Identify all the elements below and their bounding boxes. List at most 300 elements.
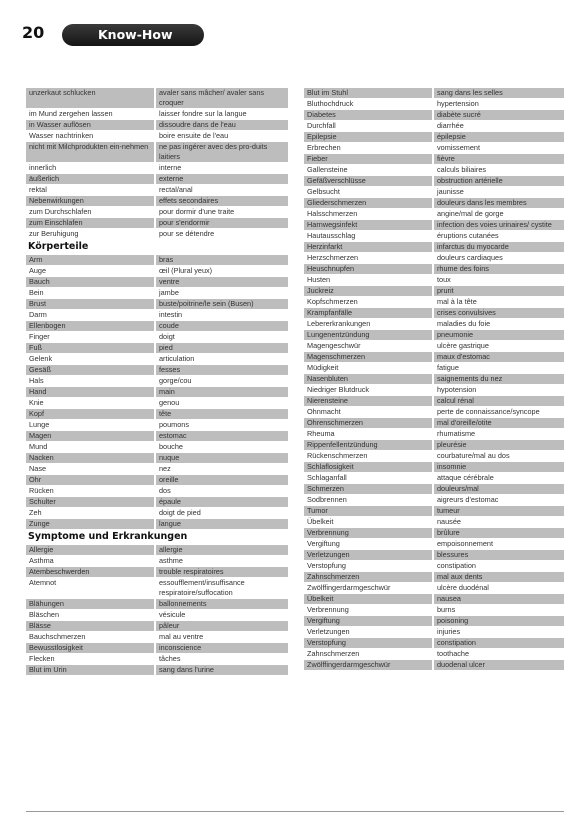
german-term: Verletzungen <box>304 627 432 637</box>
german-term: Verstopfung <box>304 638 432 648</box>
vocab-row <box>26 288 288 298</box>
german-term: Zwölffingerdarmgeschwür <box>304 660 432 670</box>
vocab-row <box>304 286 564 296</box>
german-term: Zahnschmerzen <box>304 649 432 659</box>
german-term: Müdigkeit <box>304 363 432 373</box>
vocab-row <box>26 255 288 265</box>
french-term: ballonnements <box>156 599 288 609</box>
german-term: Vergiftung <box>304 616 432 626</box>
vocab-row <box>304 264 564 274</box>
vocab-row <box>304 539 564 549</box>
french-term: prurit <box>434 286 564 296</box>
vocab-row <box>304 484 564 494</box>
french-term: hypotension <box>434 385 564 395</box>
german-term: Gelenk <box>26 354 154 364</box>
french-term: toothache <box>434 649 564 659</box>
german-term: Schlaganfall <box>304 473 432 483</box>
french-term: langue <box>156 519 288 529</box>
french-term: essoufflement/insuffisance respiratoire/suffocation <box>156 578 288 598</box>
german-term: Hals <box>26 376 154 386</box>
vocab-row <box>26 376 288 386</box>
french-term: dos <box>156 486 288 496</box>
french-term: brûlure <box>434 528 564 538</box>
french-term: gorge/cou <box>156 376 288 386</box>
vocab-row <box>26 665 288 675</box>
french-term: main <box>156 387 288 397</box>
vocab-row <box>26 431 288 441</box>
german-term: Nierensteine <box>304 396 432 406</box>
french-term: maladies du foie <box>434 319 564 329</box>
french-term: maux d'estomac <box>434 352 564 362</box>
french-term: vésicule <box>156 610 288 620</box>
french-term: pied <box>156 343 288 353</box>
vocab-row <box>26 131 288 141</box>
german-term: Gallensteine <box>304 165 432 175</box>
german-term: Magen <box>26 431 154 441</box>
french-term: estomac <box>156 431 288 441</box>
german-term: Verstopfung <box>304 561 432 571</box>
french-term: empoisonnement <box>434 539 564 549</box>
vocab-row <box>26 109 288 119</box>
vocab-row <box>26 578 288 598</box>
german-term: Bläschen <box>26 610 154 620</box>
french-term: buste/poitrine/le sein (Busen) <box>156 299 288 309</box>
vocab-row <box>304 363 564 373</box>
french-term: duodenal ulcer <box>434 660 564 670</box>
german-term: Zwölffingerdarmgeschwür <box>304 583 432 593</box>
vocab-row <box>26 142 288 162</box>
german-term: Verbrennung <box>304 605 432 615</box>
section-heading: Symptome und Erkrankungen <box>28 531 188 542</box>
german-term: Juckreiz <box>304 286 432 296</box>
german-term: zur Beruhigung <box>26 229 154 239</box>
vocab-row <box>26 453 288 463</box>
vocab-row <box>304 154 564 164</box>
french-term: perte de connaissance/syncope <box>434 407 564 417</box>
vocab-row <box>26 654 288 664</box>
french-term: épilepsie <box>434 132 564 142</box>
french-term: tumeur <box>434 506 564 516</box>
german-term: Ohrenschmerzen <box>304 418 432 428</box>
german-term: Heuschnupfen <box>304 264 432 274</box>
german-term: Blähungen <box>26 599 154 609</box>
vocab-row <box>304 616 564 626</box>
section-title-badge: Know-How <box>62 24 204 46</box>
german-term: Fuß <box>26 343 154 353</box>
vocab-row <box>26 464 288 474</box>
german-term: Niedriger Blutdruck <box>304 385 432 395</box>
german-term: Fieber <box>304 154 432 164</box>
french-term: sang dans l'urine <box>156 665 288 675</box>
french-term: trouble respiratoires <box>156 567 288 577</box>
french-term: toux <box>434 275 564 285</box>
french-term: œil (Plural yeux) <box>156 266 288 276</box>
german-term: unzerkaut schlucken <box>26 88 154 108</box>
french-term: oreille <box>156 475 288 485</box>
german-term: Darm <box>26 310 154 320</box>
german-term: Auge <box>26 266 154 276</box>
german-term: Verletzungen <box>304 550 432 560</box>
german-term: rektal <box>26 185 154 195</box>
german-term: Krampfanfälle <box>304 308 432 318</box>
german-term: Ohnmacht <box>304 407 432 417</box>
german-term: Brust <box>26 299 154 309</box>
vocab-row <box>26 207 288 217</box>
vocab-row <box>304 165 564 175</box>
vocab-row <box>304 561 564 571</box>
german-term: Schmerzen <box>304 484 432 494</box>
vocab-row <box>304 506 564 516</box>
german-term: Zeh <box>26 508 154 518</box>
vocab-row <box>304 396 564 406</box>
vocab-row <box>26 442 288 452</box>
vocab-row <box>26 299 288 309</box>
french-term: aigreurs d'estomac <box>434 495 564 505</box>
vocab-row <box>304 242 564 252</box>
vocab-row <box>304 660 564 670</box>
vocab-row <box>304 517 564 527</box>
french-term: constipation <box>434 561 564 571</box>
vocab-row <box>26 332 288 342</box>
vocab-row <box>304 231 564 241</box>
vocab-row <box>304 330 564 340</box>
french-term: interne <box>156 163 288 173</box>
french-term: nausée <box>434 517 564 527</box>
german-term: Husten <box>304 275 432 285</box>
french-term: fièvre <box>434 154 564 164</box>
german-term: Diabetes <box>304 110 432 120</box>
french-term: pour s'endormir <box>156 218 288 228</box>
french-term: allergie <box>156 545 288 555</box>
german-term: Bauchschmerzen <box>26 632 154 642</box>
vocab-row <box>304 407 564 417</box>
french-term: ulcère duodénal <box>434 583 564 593</box>
french-term: diarrhée <box>434 121 564 131</box>
french-term: hypertension <box>434 99 564 109</box>
vocab-row <box>26 508 288 518</box>
french-term: ventre <box>156 277 288 287</box>
german-term: nicht mit Milchprodukten ein-nehmen <box>26 142 154 162</box>
french-term: effets secondaires <box>156 196 288 206</box>
german-term: Asthma <box>26 556 154 566</box>
french-term: blessures <box>434 550 564 560</box>
german-term: Blut im Stuhl <box>304 88 432 98</box>
german-term: Wasser nachtrinken <box>26 131 154 141</box>
french-term: angine/mal de gorge <box>434 209 564 219</box>
german-term: Finger <box>26 332 154 342</box>
german-term: Nase <box>26 464 154 474</box>
vocab-row <box>26 621 288 631</box>
french-term: boire ensuite de l'eau <box>156 131 288 141</box>
german-term: Rheuma <box>304 429 432 439</box>
vocab-row <box>304 440 564 450</box>
vocab-row <box>26 567 288 577</box>
french-term: poumons <box>156 420 288 430</box>
french-term: épaule <box>156 497 288 507</box>
french-term: diabète sucré <box>434 110 564 120</box>
german-term: innerlich <box>26 163 154 173</box>
vocab-row <box>26 229 288 239</box>
vocab-row <box>304 341 564 351</box>
vocab-row <box>26 475 288 485</box>
german-term: Rückenschmerzen <box>304 451 432 461</box>
vocab-row <box>26 354 288 364</box>
vocab-row <box>26 556 288 566</box>
vocab-row <box>304 176 564 186</box>
french-term: fatigue <box>434 363 564 373</box>
german-term: Magenschmerzen <box>304 352 432 362</box>
german-term: Durchfall <box>304 121 432 131</box>
vocab-row <box>26 519 288 529</box>
vocab-row <box>304 429 564 439</box>
french-term: pour se détendre <box>156 229 288 239</box>
french-term: calcul rénal <box>434 396 564 406</box>
german-term: Bluthochdruck <box>304 99 432 109</box>
german-term: Nebenwirkungen <box>26 196 154 206</box>
page-number: 20 <box>22 23 45 42</box>
vocab-row <box>26 398 288 408</box>
vocab-row <box>304 187 564 197</box>
french-term: nuque <box>156 453 288 463</box>
french-term: bouche <box>156 442 288 452</box>
vocab-row <box>304 143 564 153</box>
vocab-row <box>304 110 564 120</box>
french-term: pour dormir d'une traite <box>156 207 288 217</box>
german-term: Blut im Urin <box>26 665 154 675</box>
german-term: Mund <box>26 442 154 452</box>
german-term: äußerlich <box>26 174 154 184</box>
vocab-row <box>304 374 564 384</box>
german-term: Tumor <box>304 506 432 516</box>
vocab-row <box>26 196 288 206</box>
vocab-row <box>26 218 288 228</box>
french-term: avaler sans mâcher/ avaler sans croquer <box>156 88 288 108</box>
vocab-row <box>26 163 288 173</box>
german-term: Atemnot <box>26 578 154 598</box>
german-term: Magengeschwür <box>304 341 432 351</box>
right-vocab-column <box>304 88 564 671</box>
vocab-row <box>304 572 564 582</box>
french-term: rectal/anal <box>156 185 288 195</box>
german-term: Harnwegsinfekt <box>304 220 432 230</box>
vocab-row <box>304 352 564 362</box>
vocab-row <box>26 610 288 620</box>
vocab-row <box>304 451 564 461</box>
french-term: ne pas ingérer avec des pro-duits laitiers <box>156 142 288 162</box>
vocab-row <box>304 583 564 593</box>
german-term: Bein <box>26 288 154 298</box>
german-term: zum Durchschlafen <box>26 207 154 217</box>
vocab-row <box>304 209 564 219</box>
french-term: pâleur <box>156 621 288 631</box>
vocab-row <box>26 277 288 287</box>
german-term: Gliederschmerzen <box>304 198 432 208</box>
vocab-row <box>304 132 564 142</box>
french-term: jaunisse <box>434 187 564 197</box>
vocab-row <box>26 310 288 320</box>
german-term: Gesäß <box>26 365 154 375</box>
french-term: mal à la tête <box>434 297 564 307</box>
french-term: tête <box>156 409 288 419</box>
french-term: coude <box>156 321 288 331</box>
french-term: douleurs dans les membres <box>434 198 564 208</box>
vocab-row <box>304 198 564 208</box>
vocab-row <box>304 418 564 428</box>
french-term: attaque cérébrale <box>434 473 564 483</box>
french-term: doigt de pied <box>156 508 288 518</box>
vocab-row <box>304 220 564 230</box>
german-term: Kopfschmerzen <box>304 297 432 307</box>
vocab-row <box>304 528 564 538</box>
french-term: mal d'oreille/otite <box>434 418 564 428</box>
french-term: injuries <box>434 627 564 637</box>
vocab-row <box>26 365 288 375</box>
german-term: Hautausschlag <box>304 231 432 241</box>
vocab-row <box>26 420 288 430</box>
german-term: Arm <box>26 255 154 265</box>
left-vocab-column <box>26 88 288 676</box>
french-term: doigt <box>156 332 288 342</box>
french-term: mal aux dents <box>434 572 564 582</box>
vocab-row <box>26 486 288 496</box>
french-term: rhumatisme <box>434 429 564 439</box>
vocab-row <box>304 462 564 472</box>
german-term: Zunge <box>26 519 154 529</box>
german-term: Bewusstlosigkeit <box>26 643 154 653</box>
german-term: Epilepsie <box>304 132 432 142</box>
german-term: in Wasser auflösen <box>26 120 154 130</box>
german-term: Vergiftung <box>304 539 432 549</box>
vocab-row <box>26 387 288 397</box>
french-term: jambe <box>156 288 288 298</box>
vocab-row <box>26 185 288 195</box>
vocab-row <box>304 385 564 395</box>
french-term: infarctus du myocarde <box>434 242 564 252</box>
vocab-row <box>26 497 288 507</box>
vocab-row <box>26 88 288 108</box>
german-term: Lunge <box>26 420 154 430</box>
french-term: mal au ventre <box>156 632 288 642</box>
german-term: Hand <box>26 387 154 397</box>
french-term: bras <box>156 255 288 265</box>
vocab-row <box>304 121 564 131</box>
vocab-row <box>26 174 288 184</box>
french-term: éruptions cutanées <box>434 231 564 241</box>
vocab-row <box>26 409 288 419</box>
german-term: Halsschmerzen <box>304 209 432 219</box>
french-term: fesses <box>156 365 288 375</box>
vocab-row <box>26 632 288 642</box>
german-term: Sodbrennen <box>304 495 432 505</box>
french-term: pneumonie <box>434 330 564 340</box>
vocab-row <box>26 321 288 331</box>
german-term: zum Einschlafen <box>26 218 154 228</box>
vocab-row <box>304 88 564 98</box>
french-term: douleurs cardiaques <box>434 253 564 263</box>
french-term: nez <box>156 464 288 474</box>
french-term: intestin <box>156 310 288 320</box>
french-term: vomissement <box>434 143 564 153</box>
section-heading: Körperteile <box>28 241 89 252</box>
vocab-row <box>304 495 564 505</box>
french-term: douleurs/mal <box>434 484 564 494</box>
footer-rule <box>26 811 564 812</box>
german-term: Nasenbluten <box>304 374 432 384</box>
german-term: Allergie <box>26 545 154 555</box>
french-term: saignements du nez <box>434 374 564 384</box>
french-term: inconscience <box>156 643 288 653</box>
german-term: Ohr <box>26 475 154 485</box>
french-term: dissoudre dans de l'eau <box>156 120 288 130</box>
vocab-row <box>304 275 564 285</box>
vocab-row <box>26 599 288 609</box>
vocab-row <box>304 319 564 329</box>
french-term: insomnie <box>434 462 564 472</box>
vocab-row <box>304 605 564 615</box>
vocab-row <box>304 297 564 307</box>
french-term: poisoning <box>434 616 564 626</box>
vocab-row <box>26 120 288 130</box>
german-term: Lebererkrankungen <box>304 319 432 329</box>
german-term: Knie <box>26 398 154 408</box>
french-term: rhume des foins <box>434 264 564 274</box>
german-term: Atembeschwerden <box>26 567 154 577</box>
french-term: articulation <box>156 354 288 364</box>
german-term: Übelkeit <box>304 594 432 604</box>
german-term: Schlaflosigkeit <box>304 462 432 472</box>
vocab-row <box>304 99 564 109</box>
german-term: Rücken <box>26 486 154 496</box>
german-term: Kopf <box>26 409 154 419</box>
vocab-row <box>304 649 564 659</box>
vocab-row <box>26 643 288 653</box>
vocab-row <box>304 594 564 604</box>
german-term: Gelbsucht <box>304 187 432 197</box>
vocab-row <box>304 627 564 637</box>
french-term: genou <box>156 398 288 408</box>
vocab-row <box>304 253 564 263</box>
german-term: Herzinfarkt <box>304 242 432 252</box>
vocab-row <box>304 550 564 560</box>
german-term: Lungenentzündung <box>304 330 432 340</box>
german-term: Schulter <box>26 497 154 507</box>
french-term: pleurésie <box>434 440 564 450</box>
french-term: infection des voies urinaires/ cystite <box>434 220 564 230</box>
french-term: calculs biliaires <box>434 165 564 175</box>
french-term: externe <box>156 174 288 184</box>
vocab-row <box>26 266 288 276</box>
german-term: Zahnschmerzen <box>304 572 432 582</box>
french-term: nausea <box>434 594 564 604</box>
german-term: Nacken <box>26 453 154 463</box>
vocab-row <box>304 308 564 318</box>
german-term: Übelkeit <box>304 517 432 527</box>
french-term: laisser fondre sur la langue <box>156 109 288 119</box>
german-term: Ellenbogen <box>26 321 154 331</box>
german-term: Verbrennung <box>304 528 432 538</box>
french-term: obstruction artérielle <box>434 176 564 186</box>
french-term: constipation <box>434 638 564 648</box>
french-term: sang dans les selles <box>434 88 564 98</box>
french-term: tâches <box>156 654 288 664</box>
german-term: Flecken <box>26 654 154 664</box>
vocab-row <box>26 545 288 555</box>
german-term: Bauch <box>26 277 154 287</box>
german-term: im Mund zergehen lassen <box>26 109 154 119</box>
french-term: ulcère gastrique <box>434 341 564 351</box>
vocab-row <box>304 473 564 483</box>
german-term: Rippenfellentzündung <box>304 440 432 450</box>
